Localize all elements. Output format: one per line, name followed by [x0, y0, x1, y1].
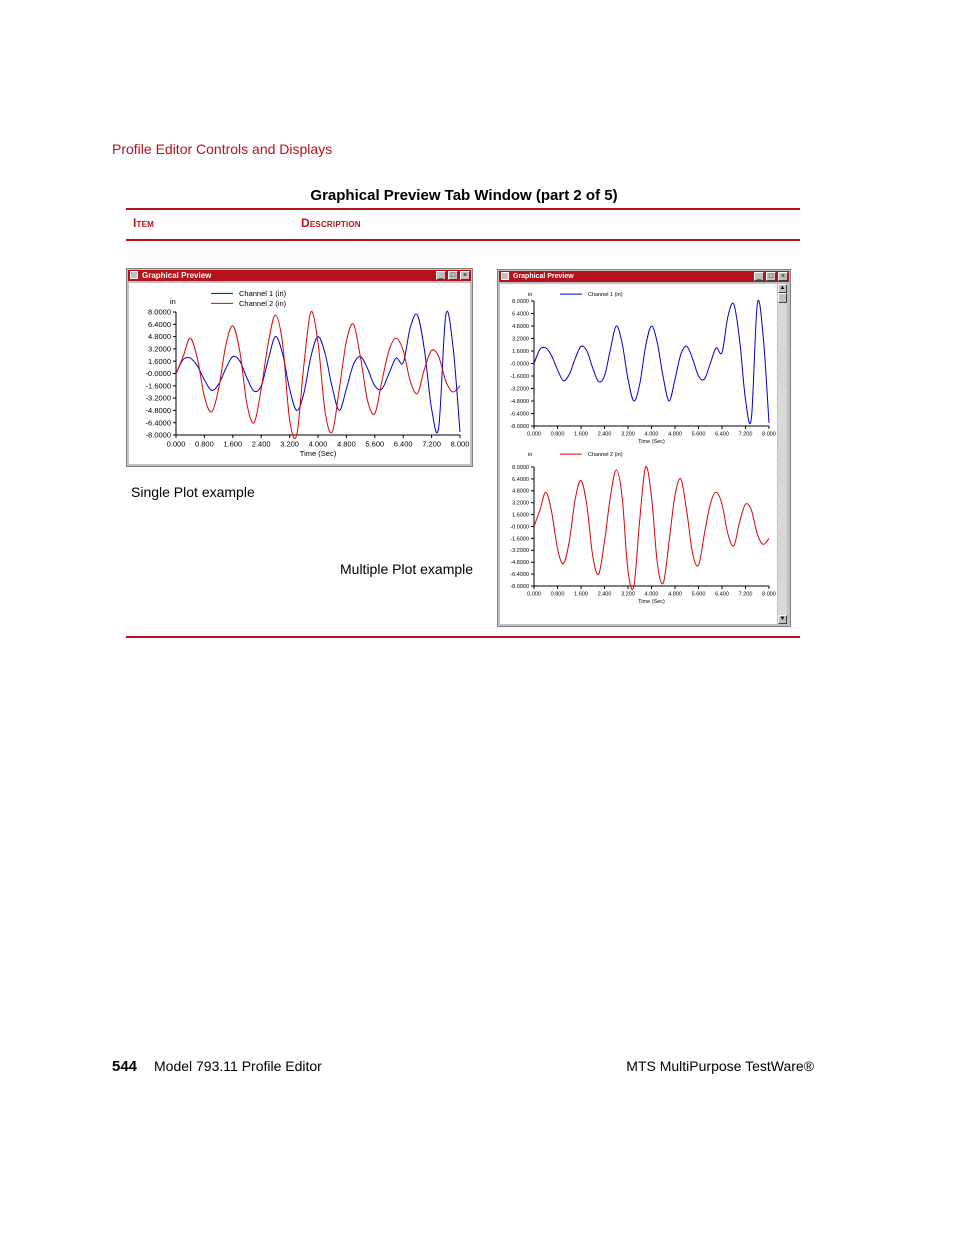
y-tick-label: -0.0000: [510, 361, 529, 368]
series-line-channel2: [176, 311, 460, 438]
y-tick-label: -4.8000: [510, 398, 529, 405]
x-tick-label: 3.200: [280, 439, 299, 449]
y-tick-label: 4.8000: [148, 332, 171, 342]
single-plot-area: [129, 283, 470, 464]
x-tick-label: 6.400: [715, 431, 729, 438]
y-tick-label: 1.6000: [512, 348, 529, 355]
y-tick-label: -6.4000: [145, 418, 171, 428]
x-tick-label: 1.600: [574, 431, 588, 438]
x-axis-title: Time (Sec): [299, 449, 337, 458]
single-plot-caption: Single Plot example: [131, 484, 255, 500]
x-tick-label: 4.000: [644, 431, 659, 438]
y-tick-label: 1.6000: [148, 356, 171, 366]
window-title: Graphical Preview: [142, 271, 212, 280]
multiple-plot-caption: Multiple Plot example: [340, 561, 474, 577]
y-tick-label: -0.0000: [145, 369, 171, 379]
table-bottom-rule: [126, 636, 800, 638]
single-plot-window: [126, 268, 473, 467]
series-line-channel1: [176, 311, 460, 433]
y-tick-label: -1.6000: [145, 381, 171, 391]
y-tick-label: -3.2000: [510, 386, 529, 393]
footer-product: MTS MultiPurpose TestWare®: [626, 1058, 814, 1074]
x-tick-label: 0.000: [166, 439, 186, 449]
minimize-icon[interactable]: _: [754, 272, 764, 281]
x-tick-label: 2.400: [597, 431, 612, 438]
x-tick-label: 8.000: [762, 591, 776, 598]
y-tick-label: 8.0000: [512, 464, 529, 471]
y-tick-label: -1.6000: [510, 373, 529, 380]
multiple-plot-window: [497, 269, 791, 627]
x-tick-label: 0.000: [527, 431, 541, 438]
y-tick-label: 6.4000: [512, 311, 529, 318]
column-header-description: Description: [301, 216, 361, 230]
series-line-channel1: [534, 300, 769, 424]
y-axis-unit: in: [528, 292, 533, 298]
y-tick-label: 6.4000: [512, 476, 529, 483]
x-tick-label: 7.200: [738, 431, 753, 438]
close-icon[interactable]: ×: [778, 272, 788, 281]
footer-doc-title: Model 793.11 Profile Editor: [154, 1058, 322, 1074]
column-header-item: Item: [133, 216, 155, 230]
x-tick-label: 4.800: [668, 431, 682, 438]
window-system-icon[interactable]: [501, 272, 509, 280]
window-system-icon[interactable]: [130, 271, 138, 279]
channel2-plot-chart: [500, 447, 777, 617]
y-tick-label: 1.6000: [512, 512, 529, 519]
x-tick-label: 4.000: [644, 591, 659, 598]
y-tick-label: 6.4000: [148, 319, 171, 329]
x-tick-label: 4.800: [337, 439, 356, 449]
x-tick-label: 0.800: [550, 591, 565, 598]
scroll-thumb[interactable]: [778, 293, 787, 303]
x-tick-label: 4.000: [308, 439, 328, 449]
minimize-icon[interactable]: _: [436, 271, 446, 280]
x-tick-label: 5.600: [365, 439, 385, 449]
multiple-plot-titlebar: [499, 271, 789, 282]
x-tick-label: 7.200: [738, 591, 753, 598]
legend-entry: Channel 1 (in): [588, 292, 623, 298]
x-tick-label: 0.800: [550, 431, 565, 438]
y-tick-label: -1.6000: [510, 536, 529, 543]
table-top-rule: [126, 208, 800, 210]
x-tick-label: 5.600: [691, 591, 706, 598]
legend-entry: Channel 2 (in): [239, 299, 287, 308]
maximize-icon[interactable]: □: [766, 272, 776, 281]
y-tick-label: -6.4000: [510, 572, 529, 579]
x-tick-label: 2.400: [597, 591, 612, 598]
page-number: 544: [112, 1058, 138, 1075]
x-axis-title: Time (Sec): [638, 599, 665, 605]
y-axis-unit: in: [528, 452, 533, 458]
y-tick-label: -6.4000: [510, 411, 529, 418]
x-tick-label: 8.000: [762, 431, 776, 438]
x-tick-label: 1.600: [223, 439, 243, 449]
breadcrumb: Profile Editor Controls and Displays: [112, 141, 333, 157]
y-tick-label: -4.8000: [510, 560, 529, 567]
y-tick-label: 4.8000: [512, 323, 529, 330]
y-tick-label: -8.0000: [145, 430, 171, 440]
x-tick-label: 3.200: [621, 591, 635, 598]
table-header-rule: [126, 239, 800, 241]
close-icon[interactable]: ×: [460, 271, 470, 280]
vertical-scrollbar[interactable]: [778, 284, 787, 624]
y-tick-label: 4.8000: [512, 488, 529, 495]
y-tick-label: -8.0000: [510, 423, 529, 430]
y-tick-label: 8.0000: [512, 298, 529, 305]
legend-entry: Channel 1 (in): [239, 289, 287, 298]
legend-entry: Channel 2 (in): [588, 452, 623, 458]
y-tick-label: 3.2000: [512, 500, 529, 507]
x-tick-label: 5.600: [691, 431, 706, 438]
x-tick-label: 1.600: [574, 591, 588, 598]
y-tick-label: 3.2000: [512, 336, 529, 343]
y-tick-label: -8.0000: [510, 583, 529, 590]
table-title: Graphical Preview Tab Window (part 2 of 5): [310, 187, 618, 204]
x-tick-label: 3.200: [621, 431, 635, 438]
y-axis-unit: in: [170, 297, 176, 306]
x-tick-label: 0.000: [527, 591, 541, 598]
x-tick-label: 7.200: [422, 439, 441, 449]
single-plot-titlebar: [128, 270, 471, 281]
x-tick-label: 6.400: [715, 591, 729, 598]
window-title: Graphical Preview: [513, 273, 574, 280]
x-tick-label: 4.800: [668, 591, 682, 598]
y-tick-label: 3.2000: [148, 344, 171, 354]
single-plot-chart: [129, 283, 470, 464]
scroll-up-icon[interactable]: ▲: [779, 285, 786, 291]
x-tick-label: 2.400: [251, 439, 271, 449]
scroll-down-icon[interactable]: ▼: [779, 616, 786, 622]
channel1-plot-chart: [500, 284, 777, 447]
x-axis-title: Time (Sec): [638, 439, 665, 445]
x-tick-label: 6.400: [393, 439, 413, 449]
x-tick-label: 8.000: [450, 439, 470, 449]
y-tick-label: -3.2000: [510, 548, 529, 555]
y-tick-label: -0.0000: [510, 524, 529, 531]
y-tick-label: -4.8000: [145, 406, 171, 416]
x-tick-label: 0.800: [195, 439, 214, 449]
maximize-icon[interactable]: □: [448, 271, 458, 280]
multiple-plot-area: [500, 284, 777, 624]
y-tick-label: 8.0000: [148, 307, 171, 317]
y-tick-label: -3.2000: [145, 393, 171, 403]
series-line-channel2: [534, 466, 769, 589]
